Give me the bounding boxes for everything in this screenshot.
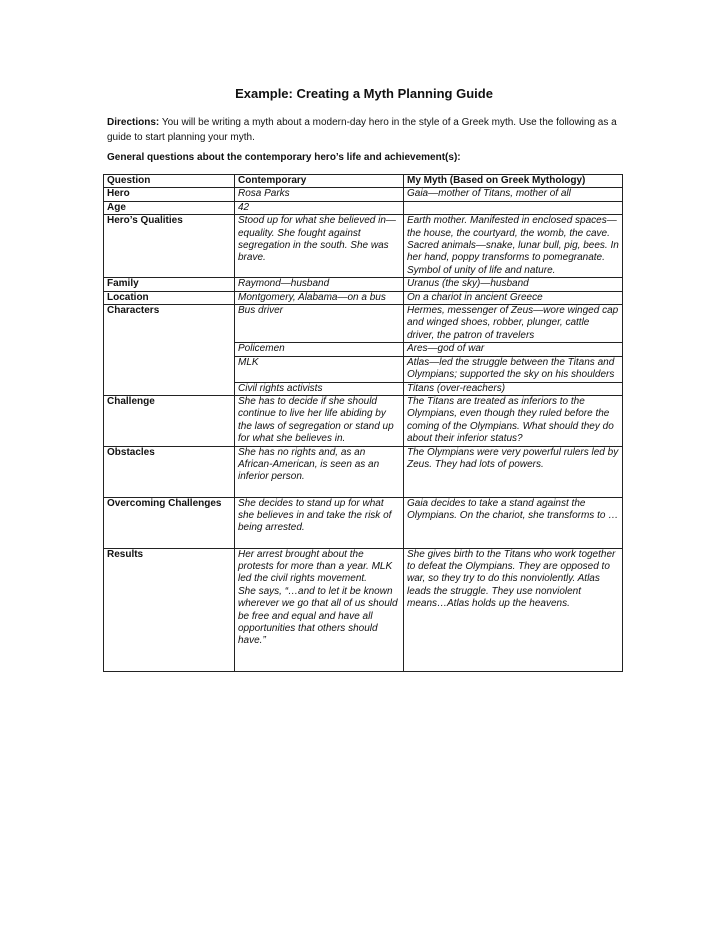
row-contemporary: She has to decide if she should continue to live her life abiding by the laws of segregation or stand up for what she believes in.	[235, 395, 404, 446]
row-myth: The Olympians were very powerful rulers led by Zeus. They had lots of powers.	[404, 446, 623, 497]
row-myth	[404, 201, 623, 214]
row-question: Obstacles	[104, 446, 235, 497]
table-row	[104, 497, 623, 548]
row-contemporary: Stood up for what she believed in—equality. She fought against segregation in the south. She was brave.	[235, 215, 404, 278]
table-row	[104, 215, 623, 278]
row-contemporary: Her arrest brought about the protests for more than a year. MLK led the civil rights movement.	[238, 548, 393, 585]
row-question: Results	[104, 548, 235, 671]
row-myth: The Titans are treated as inferiors to the Olympians, even though they ruled before the coming of the Olympians. What should they do about their inferior status?	[404, 395, 623, 446]
row-myth: Gaia—mother of Titans, mother of all	[404, 188, 623, 201]
row-contemporary: Rosa Parks	[235, 188, 404, 201]
row-myth: Atlas—led the struggle between the Titans and Olympians; supported the sky on his shoulders	[404, 356, 623, 382]
directions-label: Directions:	[107, 117, 160, 128]
table-row	[104, 291, 623, 304]
header-contemporary: Contemporary	[235, 175, 404, 188]
myth-planning-table	[103, 174, 623, 672]
row-myth: Uranus (the sky)—husband	[404, 278, 623, 291]
row-contemporary: She decides to stand up for what she believes in and take the risk of being arrested.	[235, 497, 404, 548]
general-questions-heading: General questions about the contemporary hero’s life and achievement(s):	[107, 152, 461, 163]
directions-text: You will be writing a myth about a modern-day hero in the style of a Greek myth. Use the following as a guide to start planning your myth.	[107, 117, 617, 143]
row-question: Challenge	[104, 395, 235, 446]
row-myth: Earth mother. Manifested in enclosed spaces—the house, the courtyard, the womb, the cave. Sacred animals—snake, lunar bull, pig, bees. In her hand, poppy transforms to pomegranate. Symbol of unity of life and nature.	[404, 215, 623, 278]
row-contemporary: Civil rights activists	[235, 382, 404, 395]
row-question: Hero	[104, 188, 235, 201]
row-contemporary: MLK	[235, 356, 404, 382]
row-contemporary: 42	[235, 201, 404, 214]
row-myth: Ares—god of war	[404, 343, 623, 356]
header-question: Question	[104, 175, 235, 188]
row-myth: Gaia decides to take a stand against the Olympians. On the chariot, she transforms to …	[404, 497, 623, 548]
row-contemporary: Policemen	[235, 343, 404, 356]
table-row	[104, 278, 623, 291]
row-contemporary-cell	[235, 548, 404, 671]
row-contemporary: Bus driver	[235, 305, 404, 343]
row-contemporary: Montgomery, Alabama—on a bus	[235, 291, 404, 304]
row-question: Overcoming Challenges	[104, 497, 235, 548]
row-question: Family	[104, 278, 235, 291]
table-row	[104, 395, 623, 446]
page-title: Example: Creating a Myth Planning Guide	[235, 86, 493, 101]
row-myth: She gives birth to the Titans who work together to defeat the Olympians. They are opposed to war, so they try to do this nonviolently. Atlas leads the struggle. They use nonviolent means…Atlas holds up the heavens.	[404, 548, 623, 671]
table-header-row	[104, 175, 623, 188]
row-contemporary: She has no rights and, as an African-American, is seen as an inferior person.	[235, 446, 404, 497]
row-question: Characters	[104, 305, 235, 396]
header-myth: My Myth (Based on Greek Mythology)	[404, 175, 623, 188]
table-row	[104, 305, 623, 343]
directions-paragraph	[107, 115, 617, 145]
row-myth: Titans (over-reachers)	[404, 382, 623, 395]
row-question: Location	[104, 291, 235, 304]
table-row	[104, 446, 623, 497]
table-row	[104, 201, 623, 214]
table-row	[104, 548, 623, 671]
table-row	[104, 188, 623, 201]
row-contemporary: Raymond—husband	[235, 278, 404, 291]
row-myth: Hermes, messenger of Zeus—wore winged cap and winged shoes, robber, plunger, cattle driver, the patron of travelers	[404, 305, 623, 343]
row-myth: On a chariot in ancient Greece	[404, 291, 623, 304]
row-contemporary-quote: She says, “…and to let it be known wherever we go that all of us should be free and equal and have all opportunities that others should have.”	[238, 585, 398, 647]
row-question: Hero’s Qualities	[104, 215, 235, 278]
row-question: Age	[104, 201, 235, 214]
